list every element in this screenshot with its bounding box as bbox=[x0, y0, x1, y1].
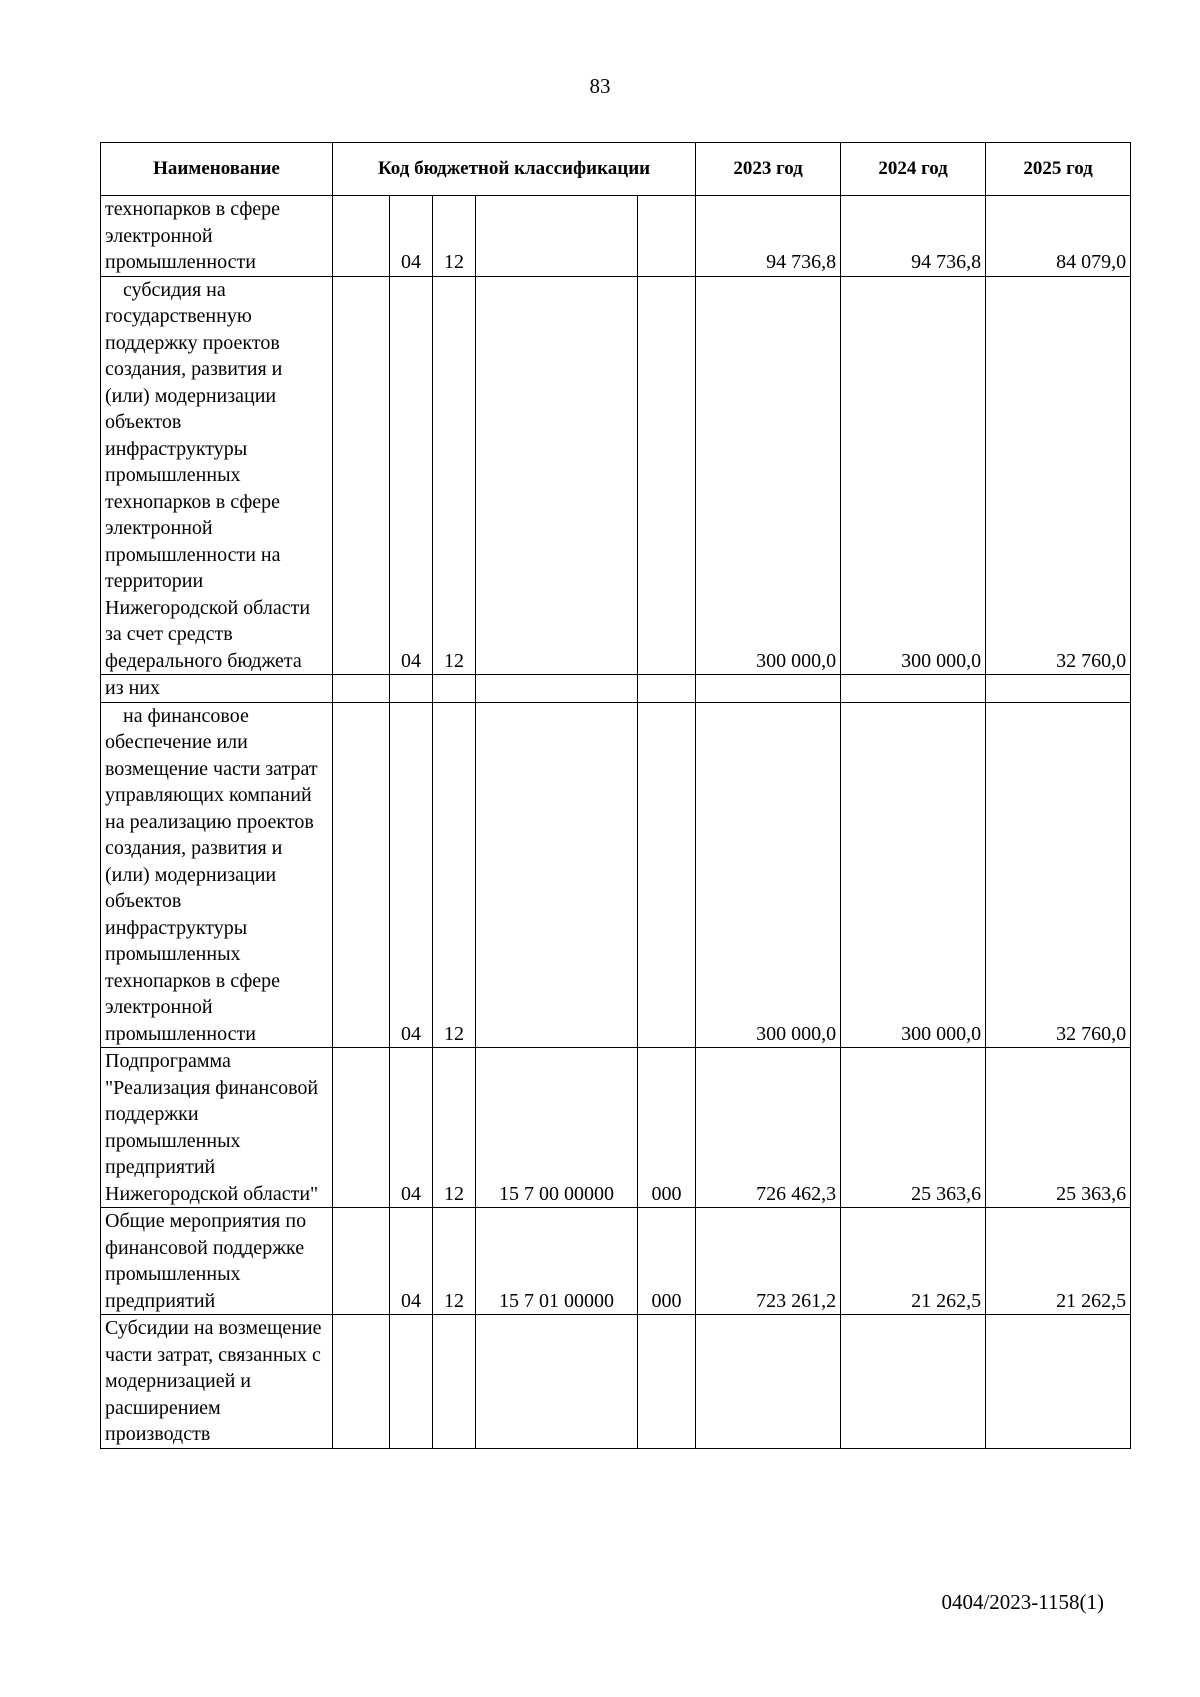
row-name: из них bbox=[101, 675, 333, 703]
code-section: 04 bbox=[390, 702, 433, 1048]
document-id: 0404/2023-1158(1) bbox=[941, 1590, 1104, 1614]
code-gov bbox=[333, 702, 390, 1048]
table-row bbox=[101, 702, 1131, 1048]
value-2025: 32 760,0 bbox=[986, 276, 1131, 675]
value-2025: 21 262,5 bbox=[986, 1208, 1131, 1315]
header-2023: 2023 год bbox=[696, 143, 841, 196]
header-2025: 2025 год bbox=[986, 143, 1131, 196]
value-2024: 25 363,6 bbox=[841, 1048, 986, 1208]
code-gov bbox=[333, 196, 390, 277]
table-row bbox=[101, 1048, 1131, 1208]
code-section: 04 bbox=[390, 1208, 433, 1315]
table-row bbox=[101, 1208, 1131, 1315]
code-expense-type: 000 bbox=[638, 1048, 696, 1208]
row-name: на финансовое обеспечение или возмещение части затрат управляющих компаний на реализацию проектов создания, развития и (или) модернизации объектов инфраструктуры промышленных технопарков в сфере электронной промышленности bbox=[101, 702, 333, 1048]
row-name: Подпрограмма "Реализация финансовой поддержки промышленных предприятий Нижегородской области" bbox=[101, 1048, 333, 1208]
value-2023: 723 261,2 bbox=[696, 1208, 841, 1315]
code-subsection: 12 bbox=[433, 196, 476, 277]
value-2023 bbox=[696, 1315, 841, 1449]
code-target bbox=[476, 675, 638, 703]
value-2025: 32 760,0 bbox=[986, 702, 1131, 1048]
row-name: Общие мероприятия по финансовой поддержке промышленных предприятий bbox=[101, 1208, 333, 1315]
row-name: Субсидии на возмещение части затрат, связанных с модернизацией и расширением производств bbox=[101, 1315, 333, 1449]
header-2024: 2024 год bbox=[841, 143, 986, 196]
value-2024: 94 736,8 bbox=[841, 196, 986, 277]
code-gov bbox=[333, 1315, 390, 1449]
table-row bbox=[101, 276, 1131, 675]
value-2024: 300 000,0 bbox=[841, 276, 986, 675]
value-2025: 25 363,6 bbox=[986, 1048, 1131, 1208]
code-expense-type: 000 bbox=[638, 1208, 696, 1315]
page-number: 83 bbox=[589, 74, 611, 98]
table-row bbox=[101, 196, 1131, 277]
table-header-row bbox=[101, 143, 1131, 196]
code-subsection: 12 bbox=[433, 1048, 476, 1208]
code-target bbox=[476, 1315, 638, 1449]
code-gov bbox=[333, 276, 390, 675]
value-2024: 300 000,0 bbox=[841, 702, 986, 1048]
code-section bbox=[390, 1315, 433, 1449]
code-expense-type bbox=[638, 1315, 696, 1449]
code-section: 04 bbox=[390, 276, 433, 675]
value-2024 bbox=[841, 675, 986, 703]
value-2023: 300 000,0 bbox=[696, 276, 841, 675]
code-target: 15 7 00 00000 bbox=[476, 1048, 638, 1208]
code-subsection bbox=[433, 675, 476, 703]
value-2023: 94 736,8 bbox=[696, 196, 841, 277]
code-expense-type bbox=[638, 196, 696, 277]
code-target bbox=[476, 196, 638, 277]
code-target bbox=[476, 276, 638, 675]
code-subsection: 12 bbox=[433, 702, 476, 1048]
value-2024 bbox=[841, 1315, 986, 1449]
code-subsection bbox=[433, 1315, 476, 1449]
code-expense-type bbox=[638, 276, 696, 675]
value-2025: 84 079,0 bbox=[986, 196, 1131, 277]
row-name: субсидия на государственную поддержку проектов создания, развития и (или) модернизации объектов инфраструктуры промышленных технопарков в сфере электронной промышленности на территории Нижегородской области за счет средств федерального бюджета bbox=[101, 276, 333, 675]
code-gov bbox=[333, 1048, 390, 1208]
code-section bbox=[390, 675, 433, 703]
code-subsection: 12 bbox=[433, 1208, 476, 1315]
code-gov bbox=[333, 1208, 390, 1315]
value-2023 bbox=[696, 675, 841, 703]
budget-table bbox=[100, 142, 1131, 1449]
value-2025 bbox=[986, 675, 1131, 703]
code-section: 04 bbox=[390, 1048, 433, 1208]
code-section: 04 bbox=[390, 196, 433, 277]
row-name: технопарков в сфере электронной промышленности bbox=[101, 196, 333, 277]
code-expense-type bbox=[638, 702, 696, 1048]
value-2024: 21 262,5 bbox=[841, 1208, 986, 1315]
code-expense-type bbox=[638, 675, 696, 703]
header-code: Код бюджетной классификации bbox=[333, 143, 696, 196]
code-subsection: 12 bbox=[433, 276, 476, 675]
table-row bbox=[101, 1315, 1131, 1449]
table-row bbox=[101, 675, 1131, 703]
value-2023: 726 462,3 bbox=[696, 1048, 841, 1208]
header-name: Наименование bbox=[101, 143, 333, 196]
value-2025 bbox=[986, 1315, 1131, 1449]
value-2023: 300 000,0 bbox=[696, 702, 841, 1048]
code-target: 15 7 01 00000 bbox=[476, 1208, 638, 1315]
code-target bbox=[476, 702, 638, 1048]
code-gov bbox=[333, 675, 390, 703]
